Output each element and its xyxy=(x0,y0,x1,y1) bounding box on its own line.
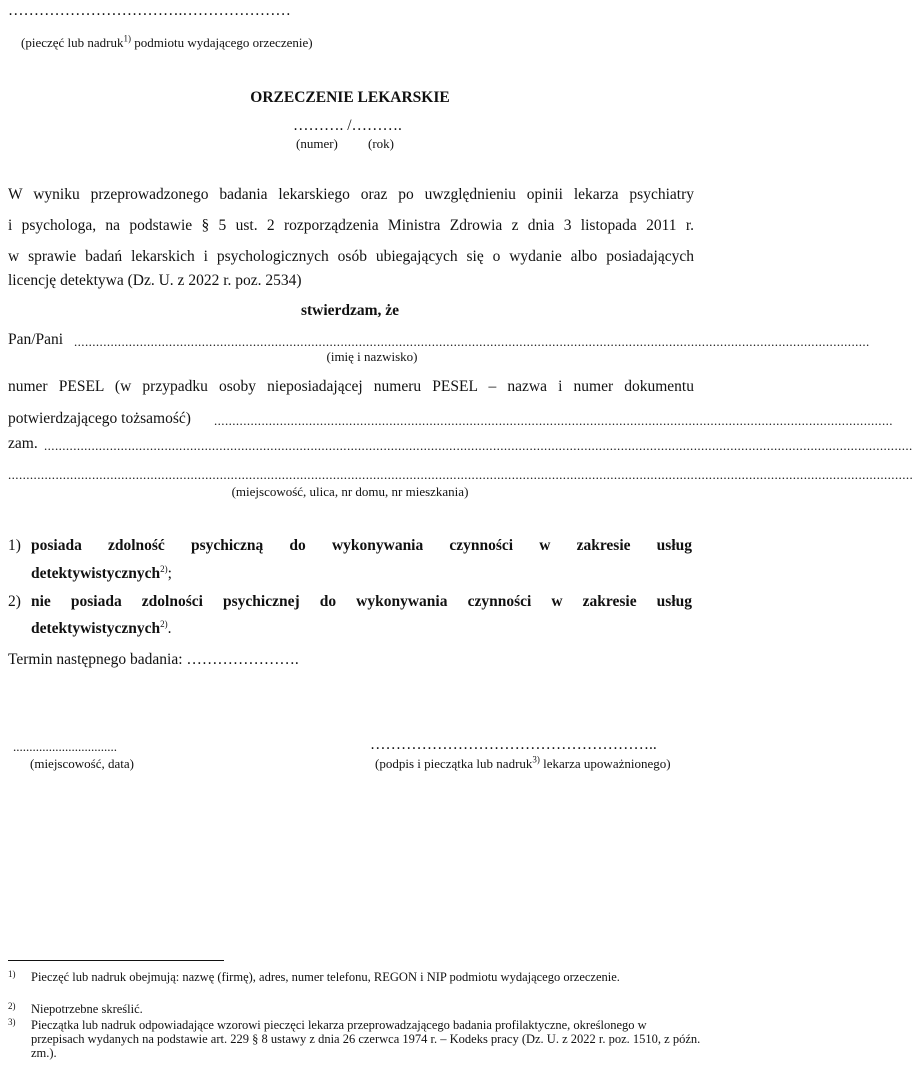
address-label: zam. xyxy=(8,435,38,452)
pesel-input-line[interactable]: .......................................................................................................................................................................................... xyxy=(214,413,893,428)
footnote-text: Pieczątka lub nadruk odpowiadające wzorowi pieczęci lekarza przeprowadzającego badania profilaktyczne, określonego w przepisach wydanych na podstawie art. 229 § 8 ustawy z dnia 26 czerwca 1974 r. – Kodeks pracy (Dz. U. z 2022 r. poz. 1510, z późn. zm.). xyxy=(31,1018,701,1060)
intro-line: licencję detektywa (Dz. U. z 2022 r. poz. 2534) xyxy=(8,272,302,289)
declaration: stwierdzam, że xyxy=(300,302,400,319)
option-not-capable-cont: detektywistycznych$^{2)}$. xyxy=(31,618,172,637)
stamp-caption: (pieczęć lub nadruk$^{1)}$ podmiotu wydającego orzeczenie) xyxy=(21,33,313,50)
intro-line: W wyniku przeprowadzonego badania lekarskiego oraz po uwzględnieniu opinii lekarza psychiatry xyxy=(8,186,694,203)
address-input-line[interactable]: .............................................................................................................................................................................................................................................. xyxy=(44,438,913,453)
signature-dots[interactable]: ……………………………………………….. xyxy=(370,736,657,753)
option-capable-cont: detektywistycznych$^{2)}$; xyxy=(31,563,172,582)
intro-line: w sprawie badań lekarskich i psychologicznych osób ubiegających się o wydanie albo posiadających xyxy=(8,248,694,265)
year-caption: (rok) xyxy=(368,136,394,151)
footnote-ref: 2) xyxy=(160,618,168,629)
option-number: 1) xyxy=(8,537,21,554)
pesel-label: potwierdzającego tożsamość) xyxy=(8,410,191,427)
footnote-number: 3) xyxy=(8,1017,16,1027)
footnote-separator xyxy=(8,960,224,961)
option-not-capable: nie posiada zdolności psychicznej do wykonywania czynności w zakresie usług xyxy=(31,593,692,610)
stamp-dots: …………………………….………………… xyxy=(8,2,291,19)
footnote-text: Pieczęć lub nadruk obejmują: nazwę (firmę), adres, numer telefonu, REGON i NIP podmiotu wydającego orzeczenie. xyxy=(31,970,620,984)
intro-line: i psychologa, na podstawie § 5 ust. 2 rozporządzenia Ministra Zdrowia z dnia 3 listopada 2011 r. xyxy=(8,217,694,234)
footnote-ref: 2) xyxy=(160,563,168,574)
name-caption: (imię i nazwisko) xyxy=(326,349,418,364)
number-year-dots: ………. /………. xyxy=(293,117,402,134)
place-date-dots[interactable]: ................................ xyxy=(13,739,117,754)
footnote-number: 2) xyxy=(8,1001,16,1011)
footnote-ref: 1) xyxy=(123,33,132,44)
name-label: Pan/Pani xyxy=(8,331,64,348)
footnote-text: Niepotrzebne skreślić. xyxy=(31,1002,143,1016)
place-date-caption: (miejscowość, data) xyxy=(30,756,134,771)
next-exam: Termin następnego badania: …………………. xyxy=(8,651,299,668)
number-caption: (numer) xyxy=(296,136,338,151)
footnote-ref: 3) xyxy=(532,754,540,765)
address-caption: (miejscowość, ulica, nr domu, nr mieszkania) xyxy=(231,484,469,499)
signature-caption: (podpis i pieczątka lub nadruk$^{3)}$ lekarza upoważnionego) xyxy=(375,754,671,771)
page-title: ORZECZENIE LEKARSKIE xyxy=(250,89,450,106)
option-capable: posiada zdolność psychiczną do wykonywania czynności w zakresie usług xyxy=(31,537,692,554)
footnote-number: 1) xyxy=(8,969,16,979)
address-input-line-2[interactable]: ........................................................................................................................................................................................................................................................ xyxy=(8,467,913,482)
name-input-line[interactable]: .......................................................................................................................................................................................................................... xyxy=(74,334,870,349)
option-number: 2) xyxy=(8,593,21,610)
pesel-line: numer PESEL (w przypadku osoby nieposiadającej numeru PESEL – nazwa i numer dokumentu xyxy=(8,378,694,395)
